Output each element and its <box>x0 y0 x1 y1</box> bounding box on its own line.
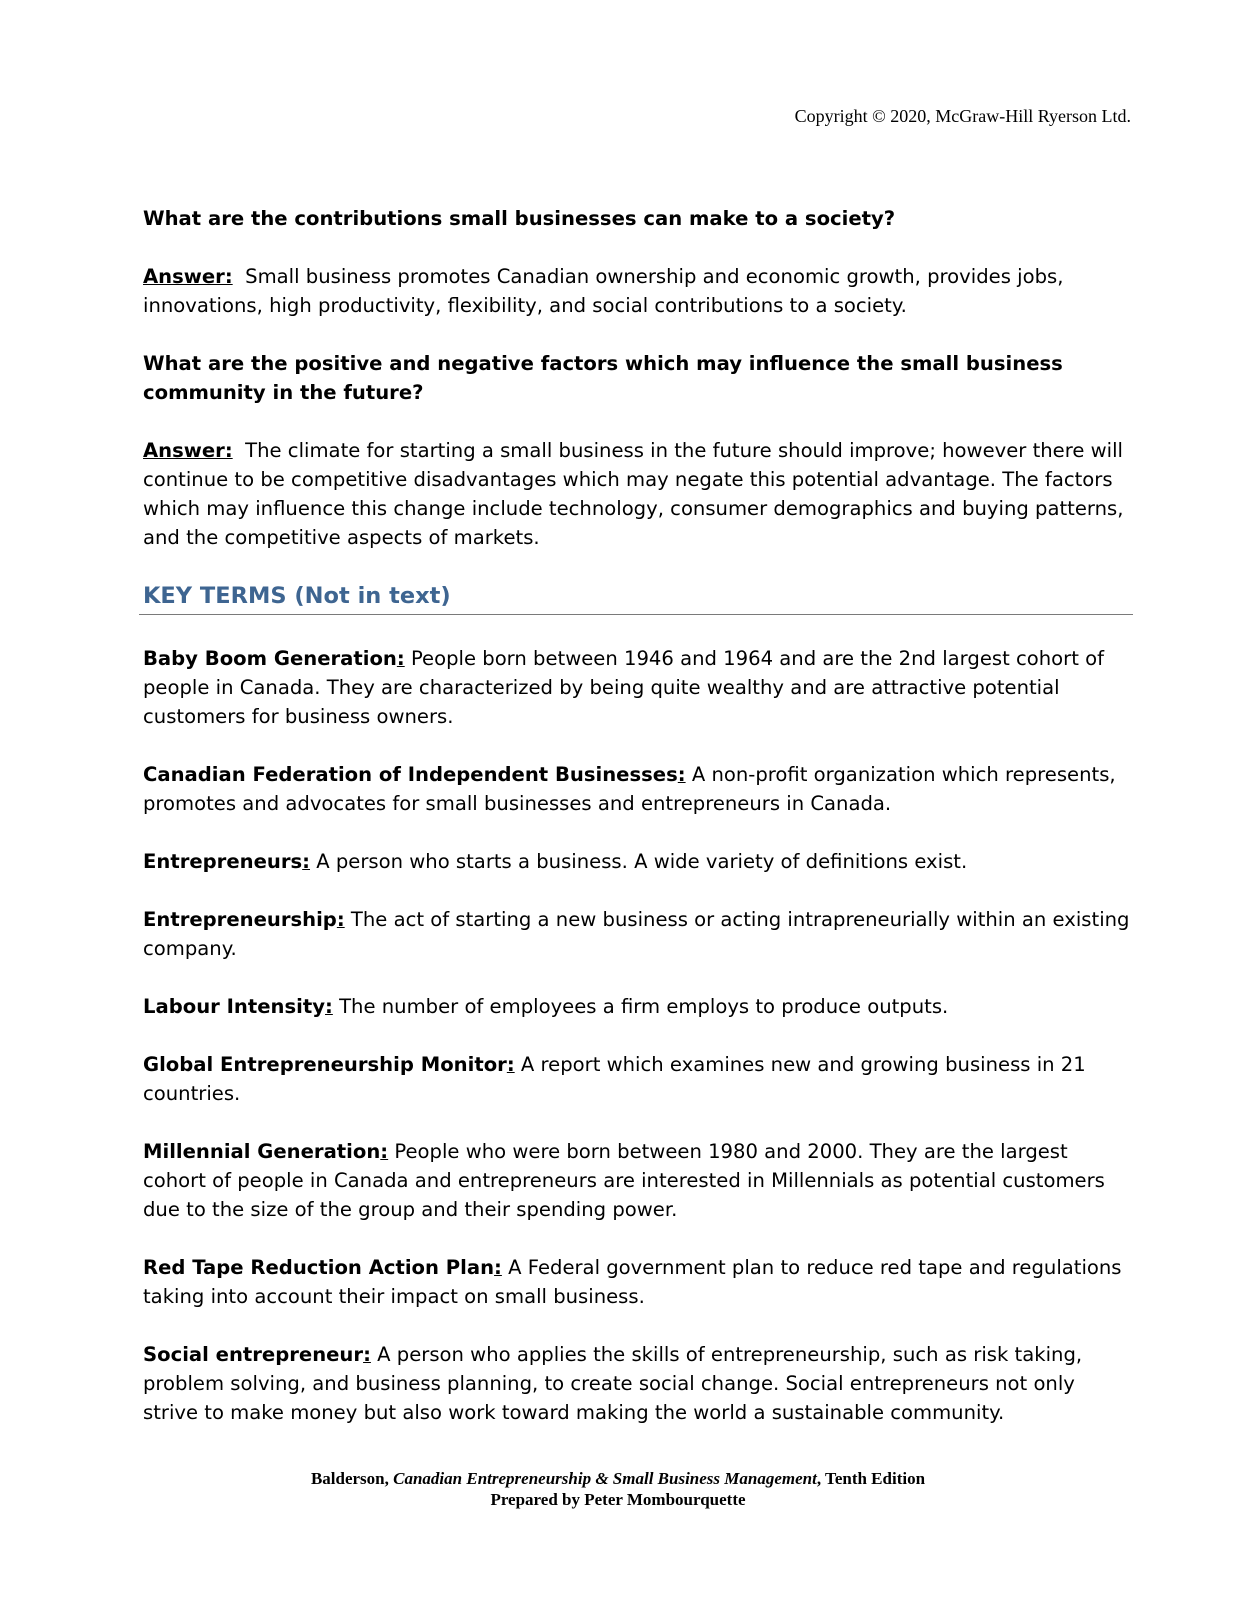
term-definition: People who were born between 1980 and 2000. They are the largest cohort of people in Canada and entrepreneurs are interested in Millennials as potential customers due to the size of the group and their spending power. <box>143 1140 1105 1221</box>
key-term-cfib <box>143 760 1133 818</box>
term-definition: A non-profit organization which represents, promotes and advocates for small businesses and entrepreneurs in Canada. <box>143 763 1116 815</box>
page-footer <box>0 1468 1236 1510</box>
term-name: Entrepreneurship <box>143 908 337 931</box>
term-colon: : <box>396 647 405 670</box>
answer-text: The climate for starting a small business in the future should improve; however there will continue to be competitive disadvantages which may negate this potential advantage. The factors which may influence this change include technology, consumer demographics and buying patterns, and the competitive aspects of markets. <box>143 439 1124 549</box>
question-1: What are the contributions small businesses can make to a society? <box>143 207 896 230</box>
term-colon: : <box>302 850 310 873</box>
answer-label: Answer: <box>143 265 233 288</box>
term-definition: A person who starts a business. A wide variety of definitions exist. <box>316 850 968 873</box>
key-term-red-tape <box>143 1253 1133 1311</box>
key-term-labour-intensity <box>143 992 1133 1021</box>
term-definition: The number of employees a firm employs to produce outputs. <box>339 995 949 1018</box>
term-colon: : <box>336 908 345 931</box>
footer-edition: , Tenth Edition <box>816 1469 926 1488</box>
term-definition: The act of starting a new business or acting intrapreneurially within an existing company. <box>143 908 1130 960</box>
footer-citation <box>0 1468 1236 1489</box>
key-term-social-entrepreneur <box>143 1340 1133 1427</box>
answer-1 <box>143 262 1133 320</box>
term-name: Global Entrepreneurship Monitor <box>143 1053 507 1076</box>
term-colon: : <box>325 995 333 1018</box>
footer-author: Balderson, <box>310 1469 389 1488</box>
copyright-notice: Copyright © 2020, McGraw-Hill Ryerson Ltd. <box>794 106 1131 126</box>
term-name: Canadian Federation of Independent Businesses <box>143 763 678 786</box>
key-terms-heading: KEY TERMS (Not in text) <box>143 583 451 609</box>
footer-book-title: Canadian Entrepreneurship & Small Business Management <box>393 1469 817 1488</box>
question-2: What are the positive and negative factors which may influence the small business community in the future? <box>143 352 1063 404</box>
term-name: Red Tape Reduction Action Plan <box>143 1256 495 1279</box>
term-definition: A report which examines new and growing business in 21 countries. <box>143 1053 1086 1105</box>
term-name: Social entrepreneur <box>143 1343 364 1366</box>
key-term-gem <box>143 1050 1133 1108</box>
key-term-entrepreneurs <box>143 847 1133 876</box>
term-colon: : <box>677 763 686 786</box>
term-colon: : <box>506 1053 515 1076</box>
key-term-baby-boom <box>143 644 1133 731</box>
term-colon: : <box>363 1343 371 1366</box>
answer-text: Small business promotes Canadian ownership and economic growth, provides jobs, innovations, high productivity, flexibility, and social contributions to a society. <box>143 265 1064 317</box>
term-colon: : <box>494 1256 502 1279</box>
term-definition: People born between 1946 and 1964 and are the 2nd largest cohort of people in Canada. They are characterized by being quite wealthy and are attractive potential customers for business owners. <box>143 647 1105 728</box>
term-name: Labour Intensity <box>143 995 325 1018</box>
term-definition: A person who applies the skills of entrepreneurship, such as risk taking, problem solving, and business planning, to create social change. Social entrepreneurs not only strive to make money but also work toward making the world a sustainable community. <box>143 1343 1083 1424</box>
footer-prepared-by: Prepared by Peter Mombourquette <box>490 1490 746 1509</box>
heading-divider <box>139 614 1133 615</box>
page-content <box>143 204 1133 1456</box>
key-term-millennial <box>143 1137 1133 1224</box>
term-name: Millennial Generation <box>143 1140 381 1163</box>
term-name: Entrepreneurs <box>143 850 303 873</box>
answer-2 <box>143 436 1133 552</box>
term-definition: A Federal government plan to reduce red tape and regulations taking into account their impact on small business. <box>143 1256 1122 1308</box>
term-name: Baby Boom Generation <box>143 647 397 670</box>
term-colon: : <box>380 1140 389 1163</box>
key-term-entrepreneurship <box>143 905 1133 963</box>
answer-label: Answer: <box>143 439 233 462</box>
